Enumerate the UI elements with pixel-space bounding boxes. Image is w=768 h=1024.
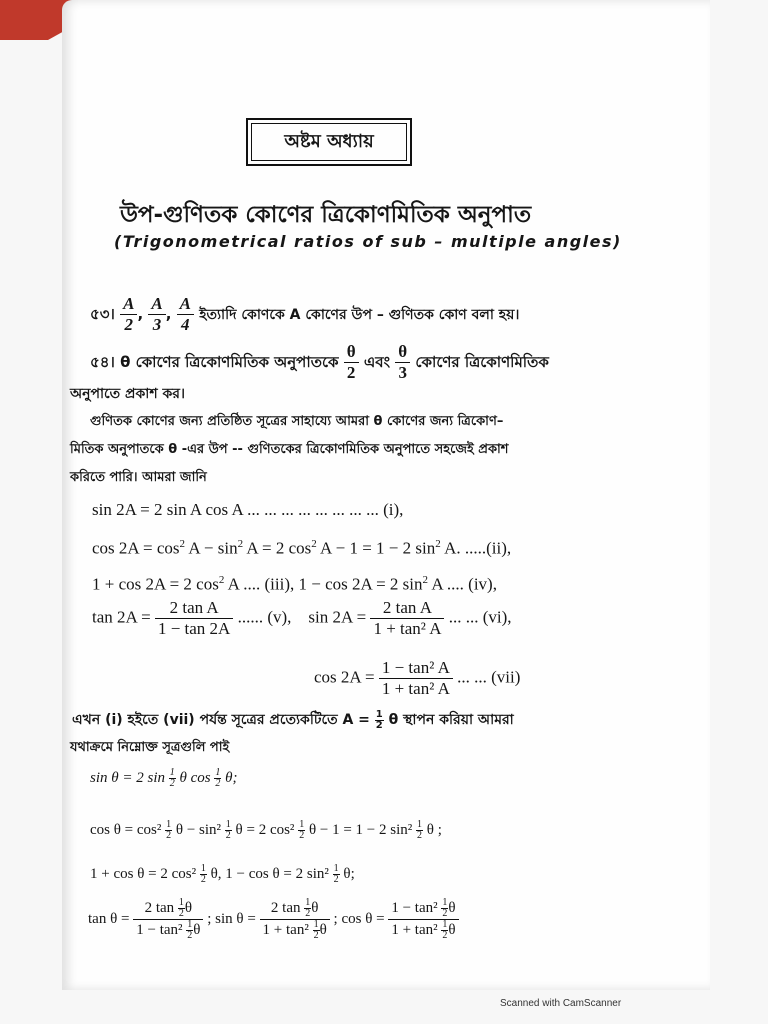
fraction: $\frac{\text{2 tan A}}{\text{1 + tan² A}}$: [370, 598, 444, 639]
question-54: ৫৪। θ কোণের ত্রিকোণমিতিক অনুপাতকে $\frac{\theta}{2}$ এবং $\frac{\theta}{3}$ কোণের ত্রিকোণমিতিক: [90, 342, 549, 382]
fraction: $\frac{A}{2}$: [120, 294, 137, 335]
chapter-heading-box: [246, 118, 412, 166]
scanner-watermark: Scanned with CamScanner: [500, 998, 622, 1009]
question-53: ৫৩। $\frac{A}{2}$ , $\frac{A}{3}$ , $\frac{A}{4}$ ইত্যাদি কোণকে A কোণের উপ – গুণিতক কোণ বলা হয়।: [90, 294, 520, 334]
book-page: [62, 0, 710, 990]
fraction: $\frac{\text{2 tan A}}{1 - \tan 2A}$: [155, 598, 233, 639]
fraction: $\frac{A}{4}$: [177, 294, 194, 335]
fraction: 1 − tan² $\frac{1}{2}$ θ 1 + tan² $\frac{1}{2}$ θ: [388, 898, 458, 941]
fraction: 2 tan $\frac{1}{2}$ θ 1 − tan² $\frac{1}{2}$ θ: [133, 898, 203, 941]
paragraph-line: গুণিতক কোণের জন্য প্রতিষ্ঠিত সূত্রের সাহায্যে আমরা θ কোণের জন্য ত্রিকোণ–: [90, 414, 504, 429]
page-title: উপ-গুণিতক কোণের ত্রিকোণমিতিক অনুপাত: [120, 202, 532, 228]
page-subtitle: (Trigonometrical ratios of sub – multiple angles): [114, 232, 622, 251]
paragraph-2-line: যথাক্রমে নিম্নোক্ত সূত্রগুলি পাই: [70, 740, 230, 755]
question-number: ৫৩।: [90, 305, 115, 323]
question-text: ইত্যাদি কোণকে A কোণের উপ – গুণিতক কোণ বলা হয়।: [199, 307, 520, 323]
question-54-cont: অনুপাতে প্রকাশ কর।: [70, 386, 186, 402]
paragraph-line: করিতে পারি। আমরা জানি: [70, 470, 207, 485]
fraction: $\frac{A}{3}$: [148, 294, 165, 335]
formula-iii-iv: 1 + cos 2A = 2 $\cos^2 A$ .... (iii), 1 − cos 2A = 2 $\sin^2 A$ .... (iv),: [92, 574, 497, 594]
formula-ii: $\cos 2A = \cos^2 A - \sin^2 A = 2$ $\cos^2 A - 1 = 1 - 2$ $\sin^2 A$. .....(ii),: [92, 538, 512, 558]
chapter-label: অষ্টম অধ্যায়: [251, 123, 407, 161]
formula-v-vi: tan 2A = $\frac{\text{2 tan A}}{1 - \tan 2A}$ ...... (v), sin 2A = $\frac{\text{2 tan A}}{\text{1 + tan² A}}$ ... ... (vi),: [92, 598, 512, 638]
fraction: $\frac{\text{1 − tan² A}}{\text{1 + tan² A}}$: [379, 658, 453, 699]
paragraph-2-line: এখন (i) হইতে (vii) পর্যন্ত সূত্রের প্রত্যেকটিতে A = $\frac{1}{2}$ θ স্থাপন করিয়া আমরা: [72, 708, 514, 731]
formula-i: sin 2A = 2 sin A cos A ... ... ... ... ... ... ... ... (i),: [92, 500, 404, 519]
fraction: $\frac{1}{2}$: [375, 708, 383, 731]
fraction: $\frac{\theta}{3}$: [395, 342, 410, 383]
fraction: 2 tan $\frac{1}{2}$ θ 1 + tan² $\frac{1}{2}$ θ: [260, 898, 330, 941]
fraction: $\frac{\theta}{2}$: [344, 342, 359, 383]
result-cos: cos θ = cos² $\frac{1}{2}$ θ − sin² $\frac{1}{2}$ θ = 2 cos² $\frac{1}{2}$ θ − 1 = 1 − 2 sin² $\frac{1}{2}$ θ ;: [90, 819, 442, 841]
result-1pm-cos: 1 + cos θ = 2 cos² $\frac{1}{2}$ θ, 1 − cos θ = 2 sin² $\frac{1}{2}$ θ;: [90, 863, 355, 885]
formula-vii: cos 2A = $\frac{\text{1 − tan² A}}{\text{1 + tan² A}}$ ... ... (vii): [314, 658, 521, 698]
question-number: ৫৪।: [90, 353, 115, 371]
paragraph-line: মিতিক অনুপাতকে θ -এর উপ -- গুণিতকের ত্রিকোণমিতিক অনুপাতে সহজেই প্রকাশ: [70, 442, 509, 457]
result-sin: sin θ = 2 sin $\frac{1}{2}$ θ cos $\frac{1}{2}$ θ;: [90, 767, 238, 789]
result-tan-sin-cos: tan θ = 2 tan $\frac{1}{2}$ θ 1 − tan² $\frac{1}{2}$ θ ; sin θ = 2 tan $\frac{1}{2}$ θ 1 + tan² $\frac{1}{2}$ θ ; cos θ = 1 − tan² $\frac{1}{2}$ θ 1 + tan² $\frac{1}{2}$ θ: [88, 898, 459, 941]
